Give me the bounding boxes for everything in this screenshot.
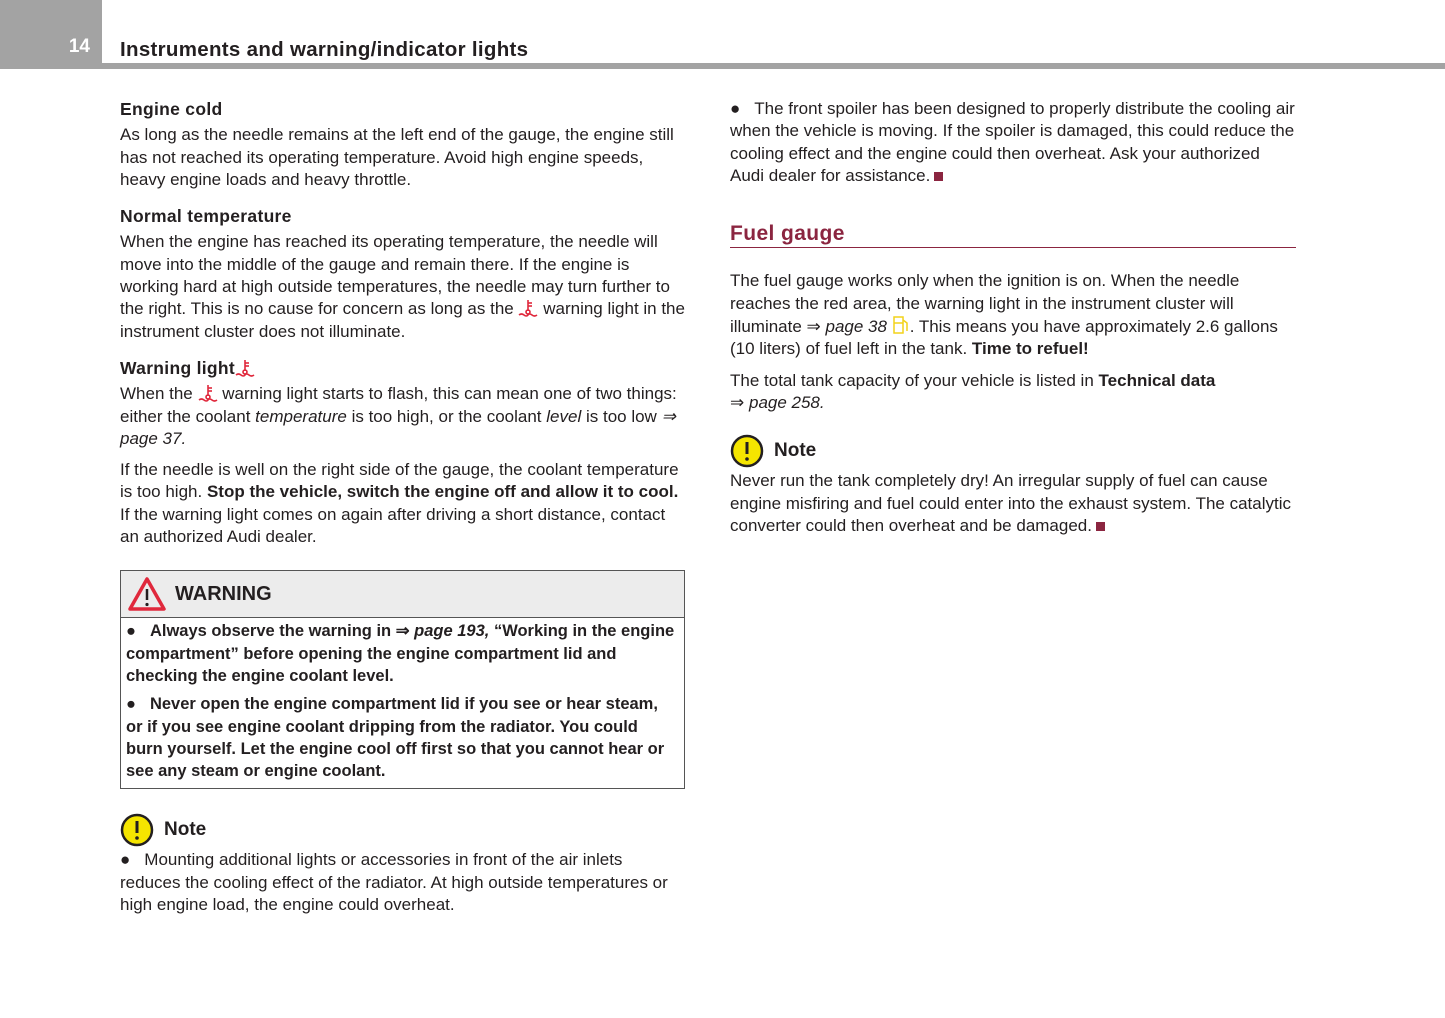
page-link[interactable]: page 38 <box>825 317 887 337</box>
paragraph <box>730 270 1296 360</box>
header-bar <box>0 63 1445 69</box>
text: Time to refuel! <box>971 339 1089 359</box>
page-link[interactable]: page 193, <box>414 622 490 641</box>
warning-triangle-icon <box>127 576 167 612</box>
end-marker <box>934 172 943 181</box>
page-link[interactable]: page 258. <box>748 392 825 412</box>
warning-box <box>120 570 685 789</box>
section-engine-cold <box>120 98 685 191</box>
text: “Working in the engine compartment” before opening the engine compartment lid and checking the engine coolant level. <box>126 622 675 685</box>
paragraph <box>120 383 685 450</box>
text: ⇒ <box>730 392 745 412</box>
text: The fuel gauge works only when the ignition is on. When the needle reaches the red area, the warning light in the instrument cluster will illuminate ⇒ <box>730 271 1240 337</box>
note-exclamation-icon <box>730 434 764 468</box>
text: Always observe the warning in ⇒ <box>149 622 410 641</box>
note-header <box>730 434 1296 468</box>
heading: Normal temperature <box>120 206 292 227</box>
note-text <box>730 470 1296 537</box>
note-title: Note <box>774 440 817 462</box>
text: Stop the vehicle, switch the engine off and allow it to cool. <box>206 482 679 502</box>
fuel-pump-icon <box>892 315 910 335</box>
text: The front spoiler has been designed to properly distribute the cooling air when the vehicle is moving. If the spoiler is damaged, this could reduce the cooling effect and the engine could then overheat. Ask your authorized Audi dealer for assistance. <box>730 99 1295 185</box>
text: warning light in the instrument cluster does not illuminate. <box>120 299 685 341</box>
paragraph: ● The front spoiler has been designed to properly distribute the cooling air when the vehicle is moving. If the spoiler is damaged, this could reduce the cooling effect and the engine could then overheat. Ask your authorized Audi dealer for assistance. <box>730 99 1295 185</box>
note-text: ● Mounting additional lights or accessories in front of the air inlets reduces the cooling effect of the radiator. At high outside temperatures or high engine load, the engine could overheat. <box>120 850 668 915</box>
note-title: Note <box>164 819 207 841</box>
section-normal-temperature <box>120 205 685 343</box>
text: Warning light <box>120 357 236 378</box>
text: Never open the engine compartment lid if you see or hear steam, or if you see engine coolant dripping from the radiator. You could burn yourself. Let the engine cool off first so that you cannot hear or see any steam or engine coolant. <box>126 695 665 781</box>
paragraph: As long as the needle remains at the left end of the gauge, the engine still has not reached its operating temperature. Avoid high engine speeds, heavy engine loads and heavy throttle. <box>120 125 674 189</box>
paragraph <box>730 370 1296 415</box>
page-link[interactable]: ⇒ page 37. <box>120 406 676 448</box>
text: is too low <box>585 406 657 426</box>
heading <box>120 357 685 379</box>
paragraph <box>120 459 685 548</box>
coolant-temperature-icon <box>198 384 218 402</box>
chapter-title: Instruments and warning/indicator lights <box>120 38 529 61</box>
text: is too high, or the coolant <box>351 406 542 426</box>
note-exclamation-icon <box>120 813 154 847</box>
end-marker <box>1096 522 1105 531</box>
text: temperature <box>255 406 347 426</box>
text: If the warning light comes on again after driving a short distance, contact an authorized Audi dealer. <box>120 504 666 547</box>
text: When the engine has reached its operating temperature, the needle will move into the middle of the gauge and remain there. If the engine is working hard at high outside temperatures, the needle may turn further to the right. This is no cause for concern as long as the <box>120 232 670 319</box>
text: level <box>546 406 582 426</box>
coolant-temperature-icon <box>235 359 255 377</box>
warning-item: ● Never open the engine compartment lid if you see or hear steam, or if you see engine coolant dripping from the radiator. You could burn yourself. Let the engine cool off first so that you cannot hear or see any steam or engine coolant. <box>126 695 665 781</box>
text: If the needle is well on the right side of the gauge, the coolant temperature is too high. <box>120 460 679 502</box>
section-heading-fuel-gauge: Fuel gauge <box>730 223 1296 248</box>
note-header <box>120 813 685 847</box>
paragraph <box>120 231 685 342</box>
text: Technical data <box>1098 370 1216 390</box>
right-column <box>730 98 1296 546</box>
page-number-tab <box>0 0 102 68</box>
text: warning light starts to flash, this can mean one of two things: either the coolant <box>120 384 677 426</box>
heading: Engine cold <box>120 99 223 119</box>
warning-item: ● Always observe the warning in ⇒ page 193, “Working in the engine compartment” before opening the engine compartment lid and checking the engine coolant level. <box>126 622 675 685</box>
text: . This means you have approximately 2.6 gallons (10 liters) of fuel left in the tank. <box>730 317 1278 359</box>
page-number: 14 <box>68 36 90 57</box>
text: Never run the tank completely dry! An irregular supply of fuel can cause engine misfiring and fuel could enter into the exhaust system. The catalytic converter could then overheat and be damaged. <box>730 471 1291 535</box>
text: Mounting additional lights or accessories in front of the air inlets reduces the cooling effect of the radiator. At high outside temperatures or high engine load, the engine could overheat. <box>120 850 668 915</box>
coolant-temperature-icon <box>518 299 538 317</box>
text: When the <box>120 384 193 404</box>
warning-header <box>121 571 684 618</box>
left-column <box>120 98 685 925</box>
warning-body <box>121 618 684 782</box>
warning-title: WARNING <box>175 583 272 606</box>
text: The total tank capacity of your vehicle is listed in <box>730 370 1094 390</box>
section-warning-light <box>120 357 685 548</box>
